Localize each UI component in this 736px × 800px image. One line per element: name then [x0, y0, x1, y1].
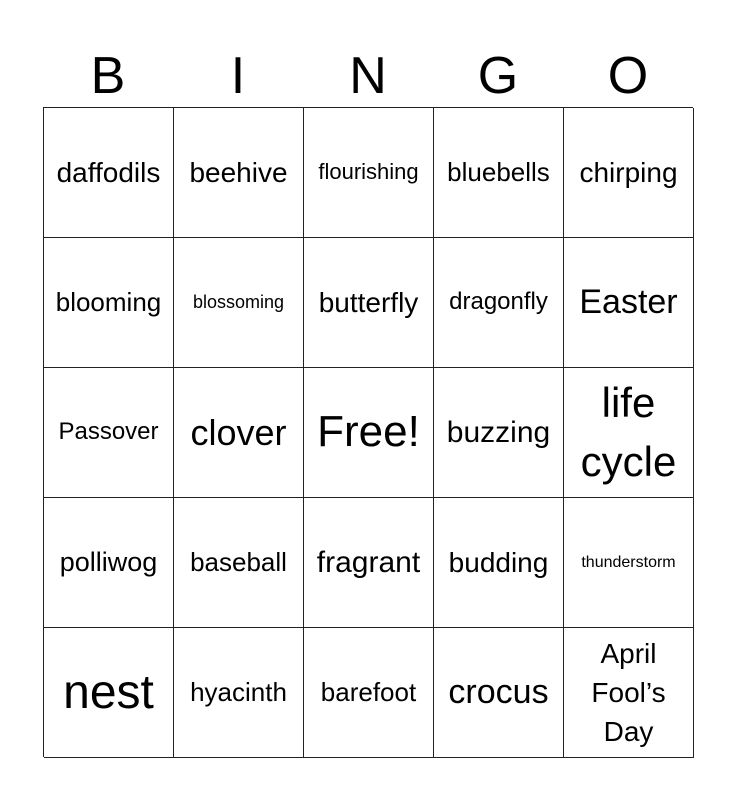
- header-letter-n: N: [349, 47, 387, 105]
- bingo-cell: blooming: [44, 238, 174, 368]
- bingo-cell: fragrant: [304, 498, 434, 628]
- header-letter-i: I: [230, 47, 246, 105]
- header-letter-g: G: [477, 47, 519, 105]
- bingo-cell: April Fool’s Day: [564, 628, 694, 758]
- bingo-cell: polliwog: [44, 498, 174, 628]
- bingo-cell: beehive: [174, 108, 304, 238]
- bingo-cell: blossoming: [174, 238, 304, 368]
- bingo-cell: bluebells: [434, 108, 564, 238]
- bingo-cell: barefoot: [304, 628, 434, 758]
- bingo-cell: buzzing: [434, 368, 564, 498]
- bingo-cell: butterfly: [304, 238, 434, 368]
- bingo-cell: Easter: [564, 238, 694, 368]
- header-letter-o: O: [607, 47, 649, 105]
- free-space: Free!: [304, 368, 434, 498]
- bingo-cell: baseball: [174, 498, 304, 628]
- bingo-cell: flourishing: [304, 108, 434, 238]
- bingo-cell: life cycle: [564, 368, 694, 498]
- bingo-header: [43, 44, 693, 108]
- bingo-cell: thunderstorm: [564, 498, 694, 628]
- bingo-cell: clover: [174, 368, 304, 498]
- bingo-board: [43, 107, 693, 757]
- bingo-cell: dragonfly: [434, 238, 564, 368]
- bingo-cell: budding: [434, 498, 564, 628]
- bingo-cell: chirping: [564, 108, 694, 238]
- bingo-cell: crocus: [434, 628, 564, 758]
- bingo-cell: daffodils: [44, 108, 174, 238]
- header-letter-b: B: [90, 47, 126, 105]
- bingo-cell: nest: [44, 628, 174, 758]
- bingo-cell: Passover: [44, 368, 174, 498]
- bingo-cell: hyacinth: [174, 628, 304, 758]
